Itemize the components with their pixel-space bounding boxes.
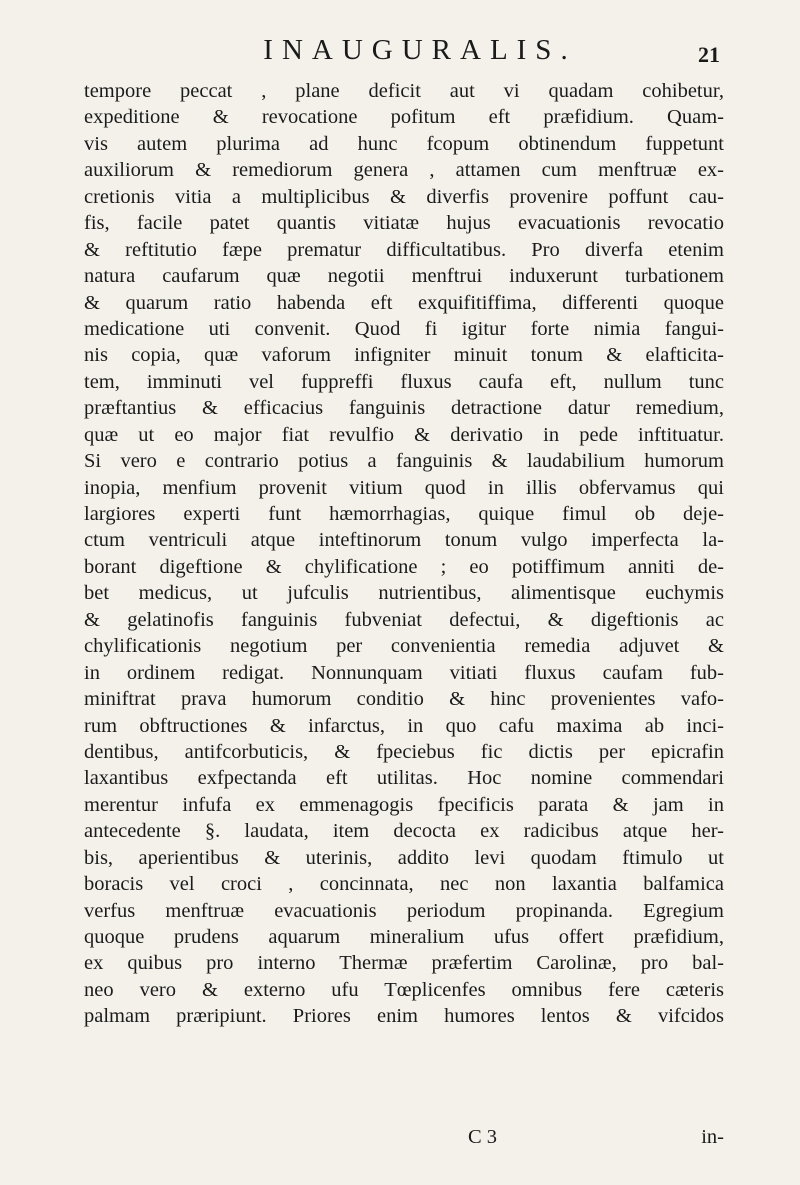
text-line: merentur infufa ex emmenagogis fpecificis parata & jam in [84, 793, 724, 816]
body-text [84, 78, 724, 1030]
text-line: Si vero e contrario potius a fanguinis & laudabilium humorum [84, 450, 724, 473]
signature-mark: C 3 [468, 1126, 498, 1148]
running-title: INAUGURALIS. [263, 34, 577, 66]
text-line: & gelatinofis fanguinis fubveniat defectui, & digeftionis ac [84, 608, 724, 631]
catchword: in- [701, 1126, 724, 1148]
text-line: fis, facile patet quantis vitiatæ hujus evacuationis revocatio [84, 212, 724, 235]
text-line: quoque prudens aquarum mineralium ufus offert præfidium, [84, 926, 724, 948]
text-line: nis copia, quæ vaforum infigniter minuit tonum & elafticita- [84, 344, 724, 367]
text-line: ex quibus pro interno Thermæ præfertim Carolinæ, pro bal- [84, 952, 724, 975]
text-line: chylificationis negotium per convenientia remedia adjuvet & [84, 635, 724, 658]
text-line: tempore peccat , plane deficit aut vi quadam cohibetur, [84, 80, 724, 102]
text-line: antecedente §. laudata, item decocta ex radicibus atque her- [84, 820, 724, 843]
text-line: vis autem plurima ad hunc fcopum obtinendum fuppetunt [84, 132, 724, 155]
page-number: 21 [698, 42, 720, 67]
text-line: bet medicus, ut jufculis nutrientibus, alimentisque euchymis [84, 582, 724, 605]
running-head [120, 30, 720, 70]
text-line: borant digeftione & chylificatione ; eo potiffimum anniti de- [84, 555, 724, 578]
text-line: in ordinem redigat. Nonnunquam vitiati fluxus caufam fub- [84, 661, 724, 684]
text-line: rum obftructiones & infarctus, in quo cafu maxima ab inci- [84, 714, 724, 737]
text-line: dentibus, antifcorbuticis, & fpeciebus fic dictis per epicrafin [84, 740, 724, 763]
text-line: bis, aperientibus & uterinis, addito levi quodam ftimulo ut [84, 846, 724, 869]
text-line: largiores experti funt hæmorrhagias, quique fimul ob deje- [84, 503, 724, 525]
text-line: cretionis vitia a multiplicibus & diverfis provenire poffunt cau- [84, 185, 724, 208]
text-line: natura caufarum quæ negotii menftrui induxerunt turbationem [84, 265, 724, 288]
text-line: palmam præripiunt. Priores enim humores lentos & vifcidos [84, 1005, 724, 1028]
text-line: boracis vel croci , concinnata, nec non laxantia balfamica [84, 873, 724, 896]
text-line: laxantibus exfpectanda eft utilitas. Hoc nomine commendari [84, 767, 724, 790]
text-line: miniftrat prava humorum conditio & hinc provenientes vafo- [84, 688, 724, 711]
text-line: medicatione uti convenit. Quod fi igitur forte nimia fangui- [84, 317, 724, 340]
text-line: & reftitutio fæpe prematur difficultatibus. Pro diverfa etenim [84, 238, 724, 261]
text-line: tem, imminuti vel fuppreffi fluxus caufa eft, nullum tunc [84, 370, 724, 393]
text-line: auxiliorum & remediorum genera , attamen cum menftruæ ex- [84, 159, 724, 182]
page-footer [84, 1126, 724, 1156]
text-line: verfus menftruæ evacuationis periodum propinanda. Egregium [84, 899, 724, 922]
text-line: ctum ventriculi atque inteftinorum tonum vulgo imperfecta la- [84, 529, 724, 552]
text-line: expeditione & revocatione pofitum eft præfidium. Quam- [84, 106, 724, 129]
text-line: quæ ut eo major fiat revulfio & derivatio in pede inftituatur. [84, 423, 724, 446]
text-line: præftantius & efficacius fanguinis detractione datur remedium, [84, 397, 724, 420]
text-line: inopia, menfium provenit vitium quod in illis obfervamus qui [84, 476, 724, 499]
text-line: neo vero & externo ufu Tœplicenfes omnibus fere cæteris [84, 978, 724, 1001]
text-line: & quarum ratio habenda eft exquifitiffima, differenti quoque [84, 291, 724, 314]
